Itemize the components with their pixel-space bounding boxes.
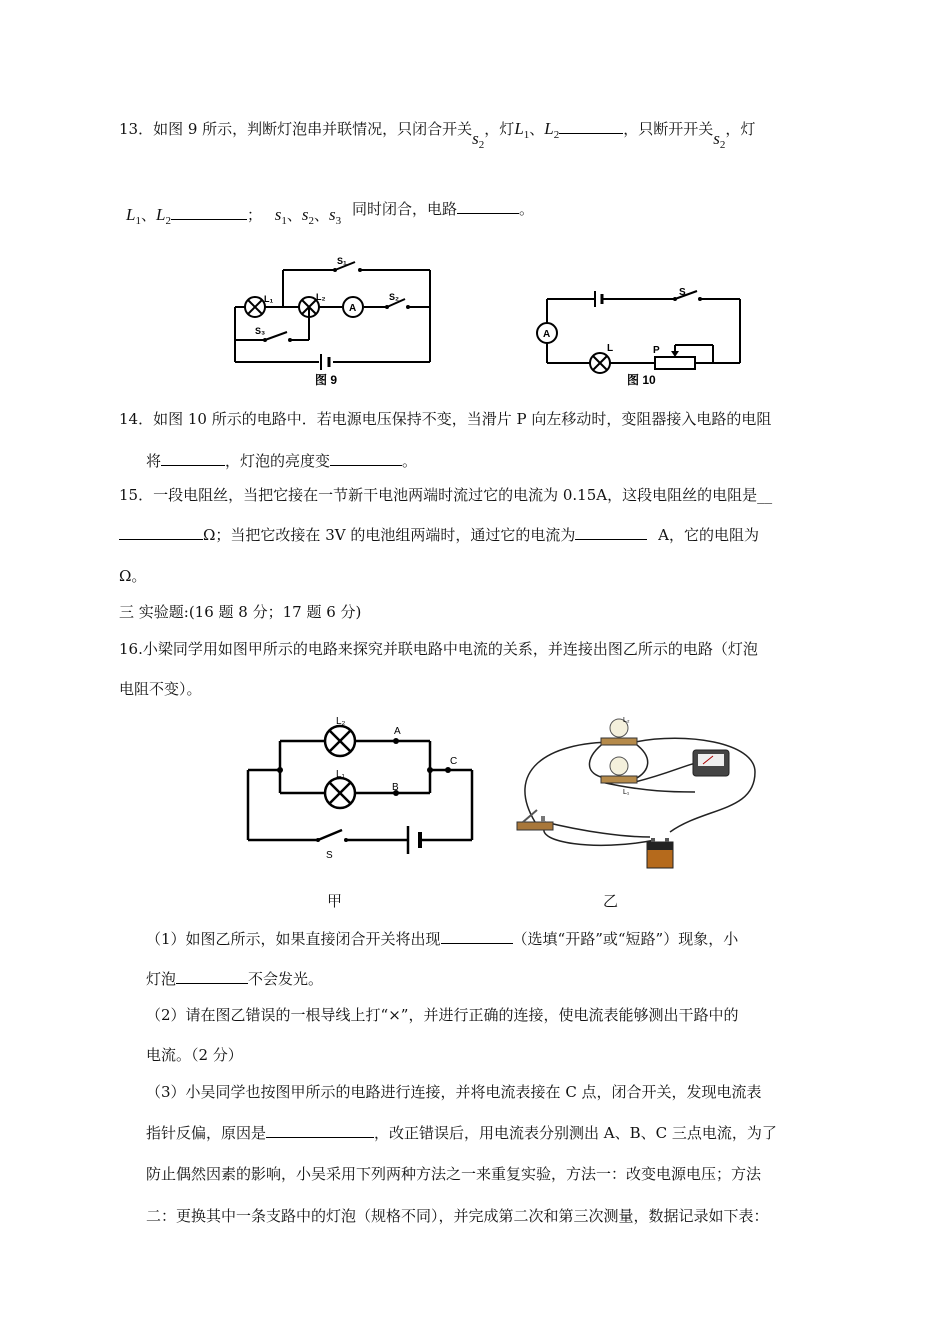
ammeter-label: A xyxy=(349,303,357,314)
var-s: s xyxy=(713,129,720,148)
label-S1: S₁ xyxy=(337,256,347,266)
var-L: L xyxy=(126,205,136,224)
sep: 、 xyxy=(140,206,156,224)
label-L2: L₂ xyxy=(623,717,630,724)
label-C: C xyxy=(450,756,458,767)
text: ，灯泡的亮度变 xyxy=(225,452,331,470)
q13-line1 xyxy=(119,118,756,151)
blank[interactable] xyxy=(171,218,247,220)
text: Ω；当把它改接在 3V 的电池组两端时，通过它的电流为 xyxy=(203,526,576,544)
q13-text-b: ，灯 xyxy=(484,120,515,138)
label-B: B xyxy=(392,782,399,793)
figure-10-circuit xyxy=(525,285,750,390)
sep: 、 xyxy=(529,120,545,138)
text: 。 xyxy=(402,452,418,470)
q16-part1-line1 xyxy=(146,928,738,949)
figure-9-caption: 图 9 xyxy=(315,373,338,387)
sep: 、 xyxy=(314,206,330,224)
q14-line1: 14．如图 10 所示的电路中．若电源电压保持不变，当滑片 P 向左移动时，变阻器接入电路的电阻 xyxy=(119,410,772,428)
bulb-L1 xyxy=(601,757,637,783)
label-L1: L₁ xyxy=(336,769,345,780)
text: （1）如图乙所示，如果直接闭合开关将出现 xyxy=(146,930,441,948)
var-s: s xyxy=(472,129,479,148)
q16-part3-line3: 防止偶然因素的影响，小吴采用下列两种方法之一来重复实验，方法一：改变电源电压；方法 xyxy=(146,1165,762,1183)
sep: ； xyxy=(246,206,262,224)
blank[interactable] xyxy=(575,538,647,540)
q13-text-e: 同时闭合，电路 xyxy=(351,200,457,218)
sub: 1 xyxy=(135,215,141,227)
var-L: L xyxy=(544,119,554,138)
figure-10-caption: 图 10 xyxy=(627,373,656,387)
battery xyxy=(647,838,673,868)
figure-yi-caption: 乙 xyxy=(603,892,619,910)
blank[interactable] xyxy=(441,942,513,944)
q15-line3: Ω。 xyxy=(119,567,147,585)
sub: 1 xyxy=(523,129,530,141)
text: ，改正错误后，用电流表分别测出 A、B、C 三点电流，为了 xyxy=(374,1124,777,1142)
sub: 1 xyxy=(281,215,287,227)
text: 将 xyxy=(146,452,162,470)
q14-line2 xyxy=(146,450,417,471)
section-heading: 三 实验题:(16 题 8 分；17 题 6 分) xyxy=(119,603,362,621)
sub: 2 xyxy=(478,139,485,151)
var-s: s xyxy=(274,205,282,224)
label-S2: S₂ xyxy=(389,292,400,302)
q16-line2: 电阻不变）。 xyxy=(119,680,202,698)
blank[interactable] xyxy=(161,464,225,466)
ammeter-label: A xyxy=(543,329,551,340)
blank[interactable] xyxy=(266,1136,374,1138)
period: 。 xyxy=(518,200,534,218)
q13-text-a: 13．如图 9 所示，判断灯泡串并联情况，只闭合开关 xyxy=(119,120,473,138)
label-L2: L₂ xyxy=(316,292,326,302)
q16-part3-line2 xyxy=(146,1122,777,1143)
label-S: S xyxy=(326,850,333,861)
text: A，它的电阻为 xyxy=(658,526,759,544)
var-s: s xyxy=(329,205,336,224)
q13-line2 xyxy=(126,200,534,227)
blank[interactable] xyxy=(457,212,519,214)
q16-part2-line2: 电流。（2 分） xyxy=(146,1046,243,1064)
var-s: s xyxy=(301,205,309,224)
q16-part1-line2 xyxy=(146,968,323,989)
figure-jia-caption: 甲 xyxy=(327,892,343,910)
blank[interactable] xyxy=(330,464,402,466)
sub: 2 xyxy=(553,129,560,141)
bulb-L2 xyxy=(601,719,637,745)
sub: 2 xyxy=(308,215,315,227)
label-L: L xyxy=(607,343,614,354)
label-L2: L₂ xyxy=(336,716,346,727)
switch xyxy=(517,810,553,830)
q16-part3-line4: 二：更换其中一条支路中的灯泡（规格不同），并完成第二次和第三次测量，数据记录如下表： xyxy=(146,1207,769,1225)
sub: 3 xyxy=(335,215,342,227)
q16-part2-line1: （2）请在图乙错误的一根导线上打“×”，并进行正确的连接，使电流表能够测出干路中的 xyxy=(146,1006,739,1024)
text: 指针反偏，原因是 xyxy=(146,1124,267,1142)
q15-line1: 15．一段电阻丝，当把它接在一节新干电池两端时流过它的电流为 0.15A，这段电阻丝的电阻是__ xyxy=(119,486,773,504)
label-L1: L₁ xyxy=(623,789,630,796)
text: 不会发光。 xyxy=(248,970,324,988)
blank[interactable] xyxy=(119,538,203,540)
q16-part3-line1: （3）小吴同学也按图甲所示的电路进行连接，并将电流表接在 C 点，闭合开关，发现电流表 xyxy=(146,1083,762,1101)
label-A: A xyxy=(394,726,401,737)
var-L: L xyxy=(514,119,524,138)
text: 灯泡 xyxy=(146,970,177,988)
figure-jia-circuit xyxy=(240,708,480,868)
sub: 2 xyxy=(165,215,171,227)
q13-text-c: ，只断开开关 xyxy=(623,120,714,138)
ammeter xyxy=(693,750,729,776)
label-L1: L₁ xyxy=(264,294,274,304)
label-P: P xyxy=(653,345,660,356)
figure-9-circuit xyxy=(215,252,445,387)
text: （选填“开路”或“短路”）现象，小 xyxy=(512,930,739,948)
q16-line1: 16.小梁同学用如图甲所示的电路来探究并联电路中电流的关系，并连接出图乙所示的电路（灯泡 xyxy=(119,640,758,658)
label-S3: S₃ xyxy=(255,326,266,336)
figure-yi-circuit xyxy=(505,712,770,872)
blank[interactable] xyxy=(176,982,248,984)
sep: 、 xyxy=(286,206,302,224)
label-S: S xyxy=(679,287,686,298)
q15-line2 xyxy=(119,524,759,545)
q13-text-d: ，灯 xyxy=(725,120,756,138)
var-L: L xyxy=(155,205,166,224)
sub: 2 xyxy=(719,139,726,151)
blank[interactable] xyxy=(559,132,623,134)
